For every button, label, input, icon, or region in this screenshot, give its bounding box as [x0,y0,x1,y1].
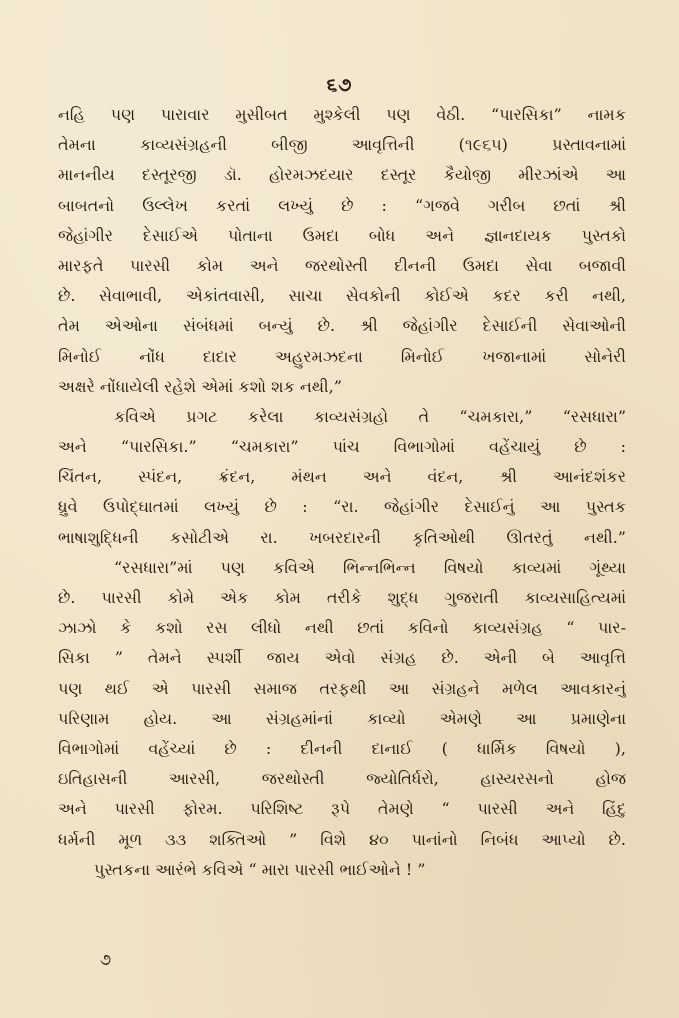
text-line: અને પારસી ફોરમ. પરિશિષ્ટ રૂપે તેમણે “ પારસી અને હિંદુ [58,799,626,819]
text-line: મારફતે પારસી કોમ અને જરથોસ્તી દીનની ઉમદા સેવા બજાવી [58,255,626,275]
text-line: વિભાગોમાં વહેંચ્યાં છે : દીનની દાનાઈ ( ધાર્મિક વિષયો ), [58,738,626,758]
text-line: કવિએ પ્રગટ કરેલા કાવ્યસંગ્રહો તે “ચમકારા,” “રસધારા” [114,406,626,426]
text-line: ભાષાશુદ્ધિની કસોટીએ રા. ખબરદારની કૃતિઓથી ઊતરતું નથી.” [58,527,626,547]
text-line: પણ થઈ એ પારસી સમાજ તરફથી આ સંગ્રહને મળેલ આવકારનું [58,678,626,698]
text-line: માનનીય દસ્તૂરજી ડૉ. હોરમઝદયાર દસ્તૂર કૈયોજી મીરઝાંએ આ [58,165,626,185]
text-line: “રસધારા”માં પણ કવિએ ભિન્નભિન્ન વિષયો કાવ્યમાં ગૂંથ્યા [114,557,626,577]
text-line: ધ્રુવે ઉપોદ્ઘાતમાં લખ્યું છે : “રા. જેહાંગીર દેસાઈનું આ પુસ્તક [58,497,626,517]
text-line: છે. સેવાભાવી, એકાંતવાસી, સાચા સેવકોની કોઈએ કદર કરી નથી, [58,286,626,306]
page-number: ૬૭ [326,74,353,96]
text-line: ધર્મની મૂળ ૩૩ શક્તિઓ ” વિશે ૪૦ પાનાંનો નિબંધ આપ્યો છે. [58,829,626,849]
text-line: અક્ષરે નોંધાયેલી રહેશે એમાં કશો શક નથી,” [58,376,342,396]
text-line: સિકા ” તેમને સ્પર્શી જાય એવો સંગ્રહ છે. એની બે આવૃત્તિ [58,648,626,668]
text-line: નહિ પણ પારાવાર મુસીબત મુશ્કેલી પણ વેઠી. “પારસિકા” નામક [58,105,626,124]
text-line: તેમના કાવ્યસંગ્રહની બીજી આવૃત્તિની (૧૯૬૫) પ્રસ્તાવનામાં [58,135,626,155]
text-line: મિનોઈ નોંધ દાદાર અહુરમઝદના મિનોઈ ખજાનામાં સોનેરી [58,346,626,366]
text-line: બાબતનો ઉલ્લેખ કરતાં લખ્યું છે : “ગજવે ગરીબ છતાં શ્રી [58,195,626,215]
text-line: ઇતિહાસની આરસી, જરથોસ્તી જ્યોતિર્ધરો, હાસ્યરસનો હોજ [58,769,626,789]
signature-mark: ૭ [100,950,112,969]
text-line: ઝાઝો કે કશો રસ લીધો નથી છતાં કવિનો કાવ્યસંગ્રહ “ પાર- [58,618,626,638]
text-line: પુસ્તકના આરંભે કવિએ “ મારા પારસી ભાઈઓને ! ” [94,859,426,879]
text-line: છે. પારસી કોમે એક કોમ તરીકે શુદ્ધ ગુજરાતી કાવ્યસાહિત્યમાં [58,588,626,607]
text-line: જેહાંગીર દેસાઈએ પોતાના ઉમદા બોધ અને જ્ઞાનદાયક પુસ્તકો [58,225,626,245]
body-text [58,100,626,885]
text-line: ચિંતન, સ્પંદન, ક્રંદન, મંથન અને વંદન, શ્રી આનંદશંકર [58,467,626,487]
text-line: તેમ એઓના સંબંધમાં બન્યું છે. શ્રી જેહાંગીર દેસાઈની સેવાઓની [58,316,626,336]
text-line: અને “પારસિકા.” “ચમકારા” પાંચ વિભાગોમાં વહેંચાયું છે : [58,437,626,457]
text-line: પરિણામ હોય. આ સંગ્રહમાંનાં કાવ્યો એમણે આ પ્રમાણેના [58,708,626,728]
